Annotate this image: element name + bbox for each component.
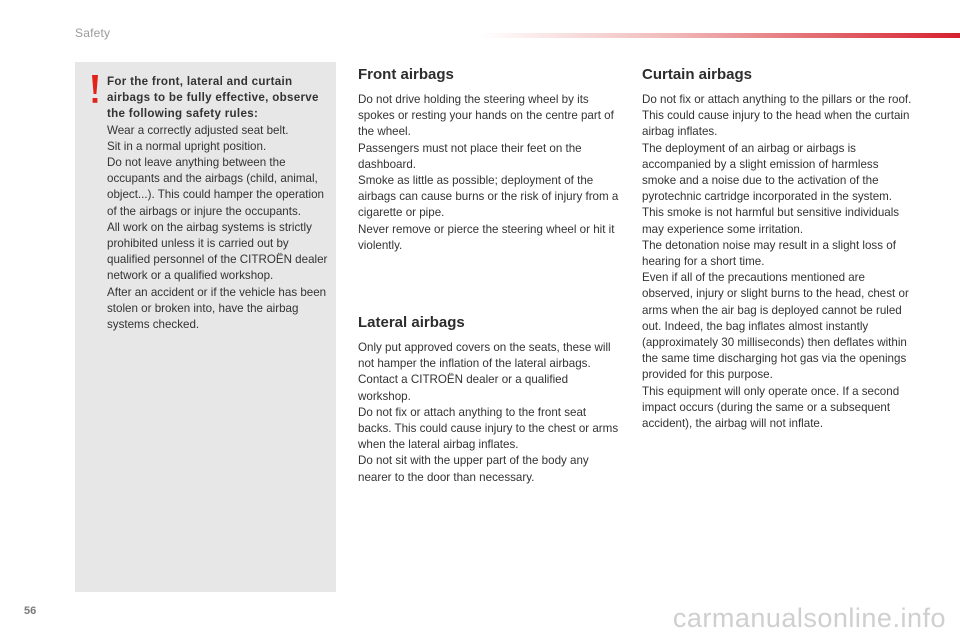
warning-line: Do not leave anything between the occupants and the airbags (child, animal, object...). This could hamper the operation of the airbags or injure the occupants. bbox=[107, 156, 324, 218]
lateral-airbags-heading: Lateral airbags bbox=[358, 314, 465, 331]
warning-line: Wear a correctly adjusted seat belt. bbox=[107, 123, 289, 137]
front-paragraph: Do not drive holding the steering wheel by its spokes or resting your hands on the centre part of the wheel. bbox=[358, 93, 614, 139]
front-paragraph: Passengers must not place their feet on the dashboard. bbox=[358, 141, 582, 171]
curtain-airbags-heading: Curtain airbags bbox=[642, 66, 753, 83]
lateral-airbags-section bbox=[358, 314, 620, 486]
curtain-paragraph: The detonation noise may result in a slight loss of hearing for a short time. bbox=[642, 238, 896, 269]
curtain-paragraph: Even if all of the precautions mentioned are observed, injury or slight burns to the head, chest or arms when the air bag is deployed cannot be ruled out. Indeed, the bag inflates almost instantly (approximately 30 milliseconds) then deflates within the same time discharging hot gas via the openings provided for this purpose. bbox=[642, 271, 909, 382]
page-number: 56 bbox=[24, 605, 37, 617]
curtain-airbags-section bbox=[642, 66, 914, 432]
warning-line: Sit in a normal upright position. bbox=[107, 139, 267, 153]
exclamation-icon bbox=[88, 73, 102, 105]
section-label: Safety bbox=[75, 26, 111, 40]
warning-text bbox=[107, 74, 329, 333]
front-paragraph: Smoke as little as possible; deployment of the airbags can cause burns or the risk of injury from a cigarette or pipe. bbox=[358, 174, 619, 220]
warning-lead: For the front, lateral and curtain airbags to be fully effective, observe the following safety rules: bbox=[107, 75, 319, 121]
curtain-paragraph: This equipment will only operate once. If a second impact occurs (during the same or a subsequent accident), the airbag will not inflate. bbox=[642, 384, 900, 431]
lateral-paragraph: Only put approved covers on the seats, these will not hamper the inflation of the lateral airbags. Contact a CITROËN dealer or a qualified workshop. bbox=[358, 341, 611, 403]
watermark: carmanualsonline.info bbox=[672, 603, 946, 633]
front-airbags-heading: Front airbags bbox=[358, 66, 454, 83]
header-accent-bar bbox=[480, 33, 960, 38]
front-paragraph: Never remove or pierce the steering wheel or hit it violently. bbox=[358, 222, 615, 252]
curtain-paragraph: Do not fix or attach anything to the pillars or the roof. This could cause injury to the head when the curtain airbag inflates. bbox=[642, 93, 912, 139]
curtain-paragraph: The deployment of an airbag or airbags is accompanied by a slight emission of harmless smoke and a noise due to the activation of the pyrotechnic cartridge incorporated in the system. This smoke is not harmful but sensitive individuals may experience some irritation. bbox=[642, 141, 900, 236]
lateral-paragraph: Do not fix or attach anything to the front seat backs. This could cause injury to the chest or arms when the lateral airbag inflates. bbox=[358, 405, 619, 452]
warning-line: After an accident or if the vehicle has been stolen or broken into, have the airbag systems checked. bbox=[107, 285, 327, 332]
warning-line: All work on the airbag systems is strictly prohibited unless it is carried out by qualified personnel of the CITROËN dealer network or a qualified workshop. bbox=[107, 220, 328, 283]
front-airbags-section bbox=[358, 66, 620, 254]
lateral-paragraph: Do not sit with the upper part of the body any nearer to the door than necessary. bbox=[358, 454, 589, 484]
